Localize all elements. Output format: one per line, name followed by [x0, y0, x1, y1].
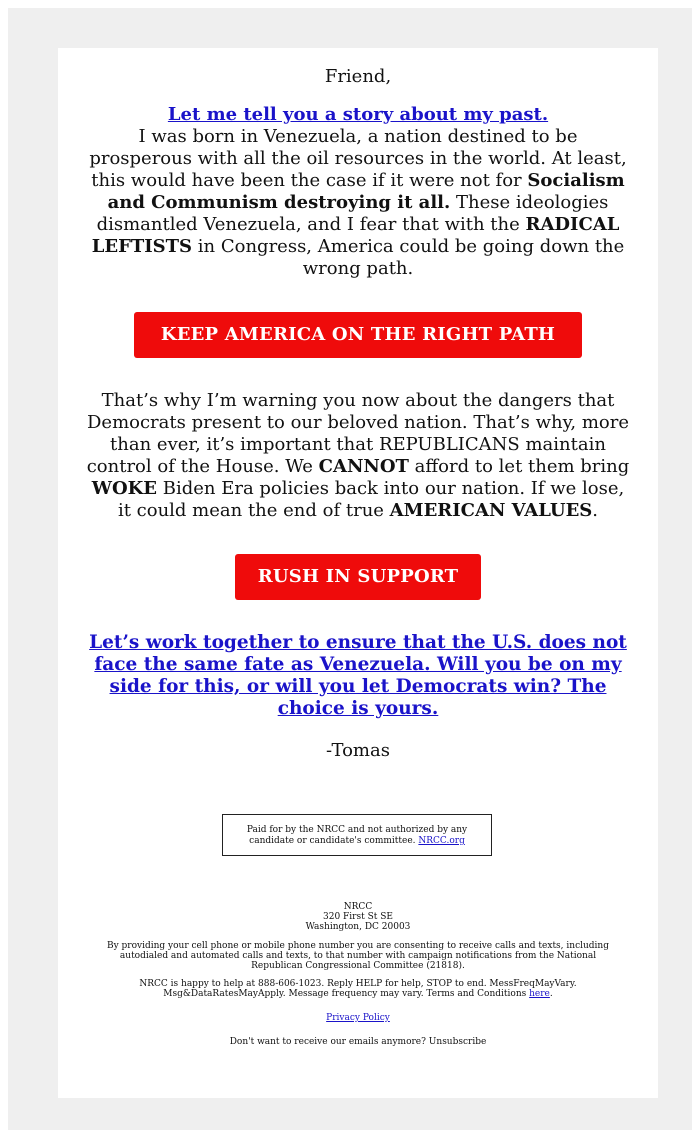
closing-paragraph — [86, 632, 630, 720]
warning-text-2: afford to let them bring — [408, 456, 630, 477]
warning-bold-3: AMERICAN VALUES — [389, 500, 593, 521]
footer-city: Washington, DC 20003 — [305, 922, 411, 932]
story-paragraph — [88, 104, 628, 280]
privacy-policy-link[interactable]: Privacy Policy — [326, 1013, 390, 1023]
footer-org: NRCC — [343, 902, 373, 912]
story-text-2: These ideologies dismantled Venezuela, and I fear that with the — [96, 192, 609, 235]
nrcc-link[interactable]: NRCC.org — [418, 836, 465, 846]
story-text-1: I was born in Venezuela, a nation destined to be prosperous with all the oil resources in the world. At least, this would have been the case if it were not for — [89, 126, 627, 191]
closing-link[interactable]: Let’s work together to ensure that the U.S. does not face the same fate as Venezuela. Will you be on my side for this, or will you let Democrats win? The choice is yours. — [89, 632, 627, 719]
footer-consent: By providing your cell phone or mobile phone number you are consenting to receive calls and texts, including autodialed and automated calls and texts, to that number with campaign notifications from the National Republican Congressional Committee (21818). — [106, 941, 609, 971]
terms-link[interactable]: here — [529, 989, 550, 999]
footer-street: 320 First St SE — [323, 912, 393, 922]
footer-help — [103, 979, 613, 999]
warning-text-4: . — [592, 500, 599, 521]
story-bold-1: Socialism and Communism destroying it all. — [107, 170, 625, 213]
footer — [103, 902, 613, 1055]
warning-paragraph — [86, 390, 630, 522]
footer-help-end: . — [549, 989, 553, 999]
footer-help-text: NRCC is happy to help at 888-606-1023. Reply HELP for help, STOP to end. MessFreqMayVary. Msg&DataRatesMayApply. Message frequency may vary. Terms and Conditions — [139, 979, 577, 999]
story-bold-2: RADICAL LEFTISTS — [91, 214, 620, 257]
warning-bold-1: CANNOT — [318, 456, 409, 477]
warning-bold-2: WOKE — [91, 478, 157, 499]
disclaimer-text: Paid for by the NRCC and not authorized by any candidate or candidate's committee. — [246, 825, 468, 846]
email-background — [8, 8, 692, 1130]
keep-america-button[interactable]: KEEP AMERICA ON THE RIGHT PATH — [134, 312, 582, 358]
rush-support-button[interactable]: RUSH IN SUPPORT — [235, 554, 481, 600]
warning-text-3: Biden Era policies back into our nation. If we lose, it could mean the end of true — [117, 478, 625, 521]
footer-address — [103, 902, 613, 932]
unsubscribe-text[interactable]: Don't want to receive our emails anymore? Unsubscribe — [229, 1037, 487, 1047]
email-card — [58, 48, 658, 1098]
story-text-3: in Congress, America could be going down the wrong path. — [192, 236, 625, 279]
greeting: Friend, — [324, 66, 392, 87]
signature: -Tomas — [326, 740, 390, 761]
paid-for-disclaimer — [222, 814, 492, 856]
story-link[interactable]: Let me tell you a story about my past. — [167, 104, 549, 125]
warning-text-1: That’s why I’m warning you now about the dangers that Democrats present to our beloved nation. That’s why, more than ever, it’s important that REPUBLICANS maintain control of the House. We — [86, 390, 629, 477]
